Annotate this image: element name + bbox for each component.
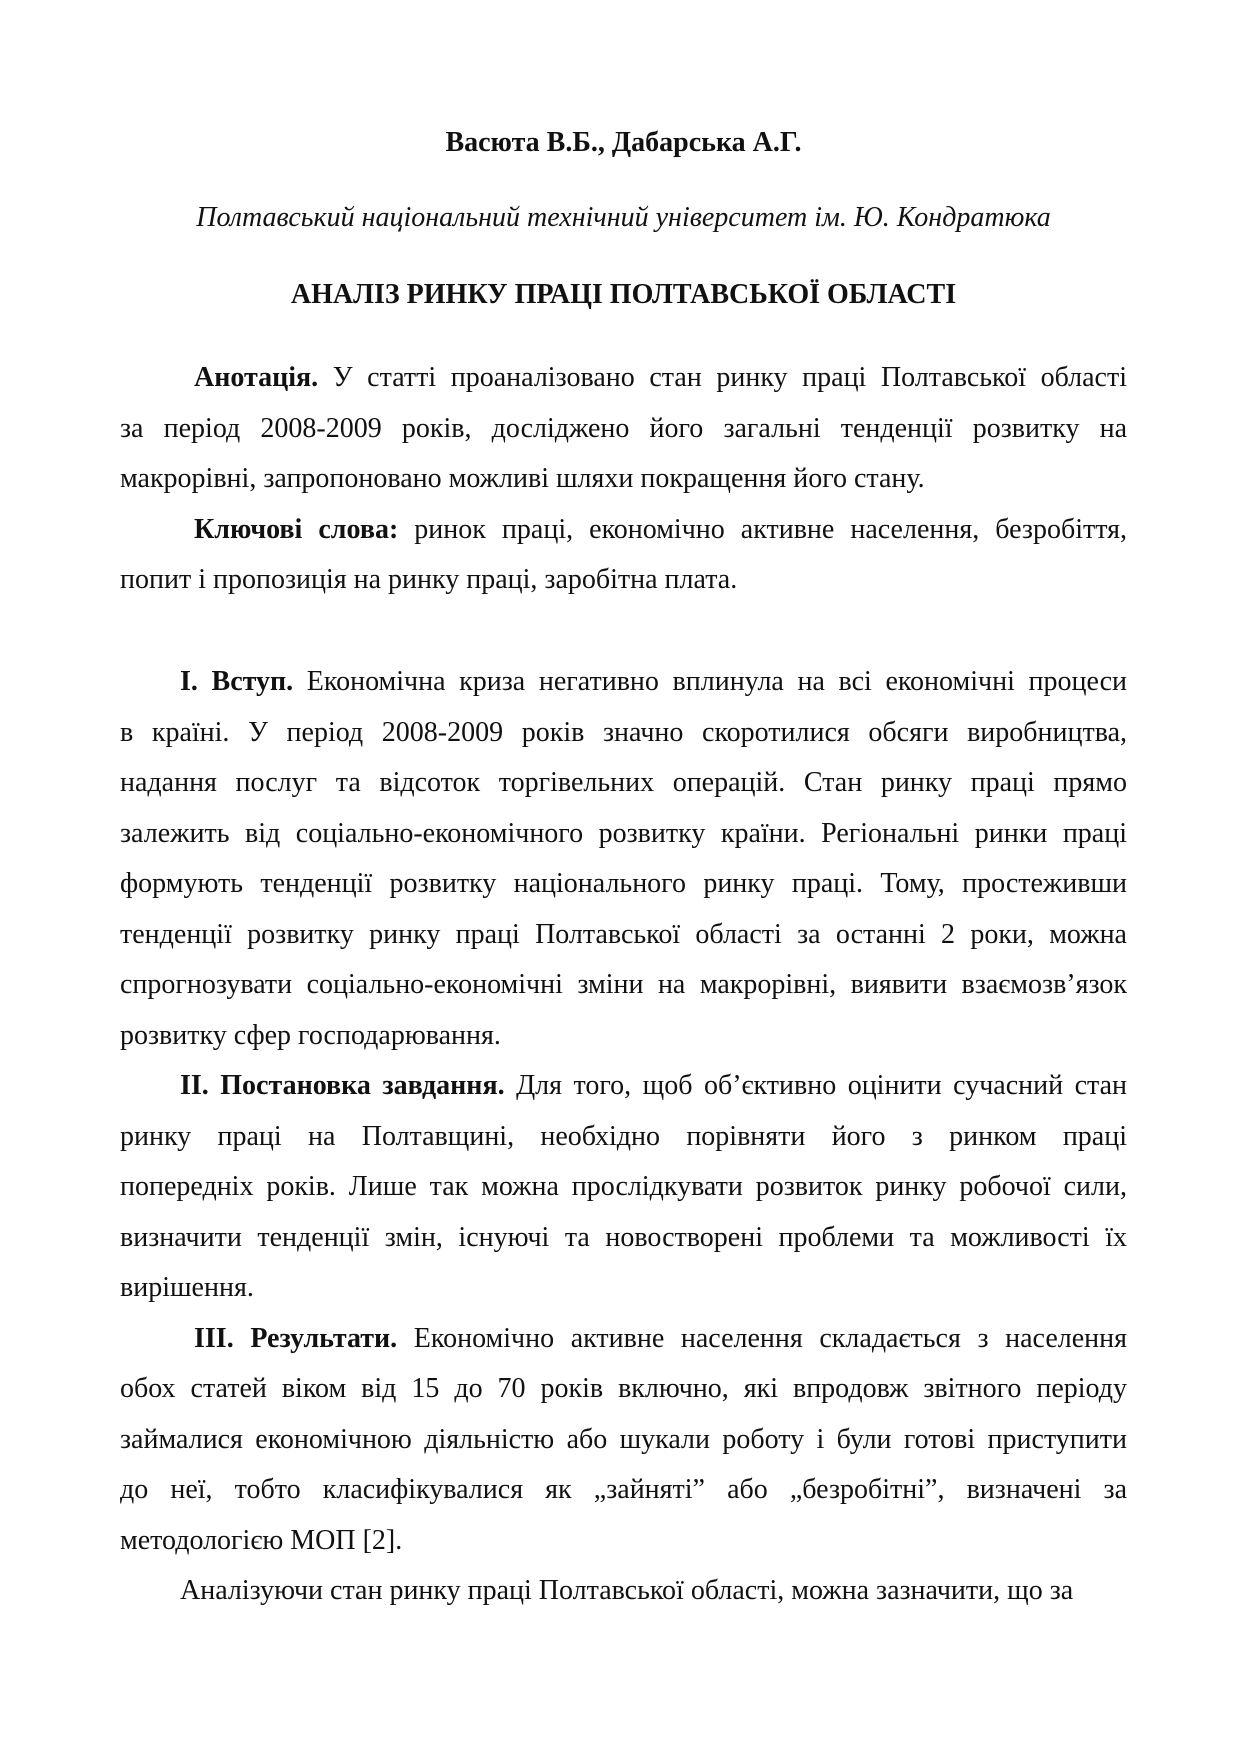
text: вирішення.: [120, 1272, 254, 1303]
text: Економічно активне населення складається з населення: [397, 1322, 1128, 1354]
text: У статті проаналізовано стан ринку праці Полтавської області: [318, 362, 1127, 393]
paragraph-line: [120, 1170, 1127, 1221]
keywords-line: попит і пропозиція на ринку праці, заробітна плата.: [120, 564, 738, 595]
paragraph-line: [120, 1322, 1127, 1373]
paragraph-line: [120, 867, 1127, 918]
text: займалися економічною діяльністю або шукали роботу і були готові приступити: [120, 1423, 1127, 1455]
abstract-line: макрорівні, запропоновано можливі шляхи покращення його стану.: [120, 463, 925, 494]
article-title: АНАЛІЗ РИНКУ ПРАЦІ ПОЛТАВСЬКОЇ ОБЛАСТІ: [290, 279, 957, 310]
paragraph-line: [120, 1019, 1127, 1070]
text: ринок праці, економічно активне населення, безробіття,: [398, 513, 1127, 545]
article-body: [120, 665, 1127, 1625]
abstract-line: [120, 361, 1127, 412]
abstract-line: за період 2008-2009 років, досліджено його загальні тенденції розвитку на: [120, 412, 1127, 444]
paragraph-line: [120, 1221, 1127, 1272]
text: залежить від соціально-економічного розвитку країни. Регіональні ринки праці: [120, 817, 1127, 849]
keywords-label: Ключові слова:: [194, 513, 399, 545]
paragraph-line: [120, 1372, 1127, 1423]
text: методологією МОП [2].: [120, 1524, 403, 1556]
paragraph-line: [120, 1271, 1127, 1322]
paragraph-line: [120, 918, 1127, 969]
paragraph-line: [120, 1120, 1127, 1171]
text: до неї, тобто класифікувалися як „зайняті” або „безробітні”, визначені за: [120, 1474, 1127, 1505]
text: ринку праці на Полтавщині, необхідно порівняти його з ринком праці: [120, 1120, 1127, 1152]
section-heading: ІІІ. Результати.: [194, 1322, 398, 1354]
paragraph-line: [120, 1473, 1127, 1524]
paragraph-line: [120, 817, 1127, 868]
abstract-label: Анотація.: [194, 362, 319, 393]
text: обох статей віком від 15 до 70 років включно, які впродовж звітного періоду: [120, 1373, 1127, 1404]
text: Аналізуючи стан ринку праці Полтавської області, можна зазначити, що за: [180, 1575, 1074, 1606]
text: визначити тенденції змін, існуючі та новостворені проблеми та можливості їх: [120, 1221, 1127, 1253]
paragraph-line: [120, 1574, 1127, 1625]
authors: Васюта В.Б., Дабарська А.Г.: [445, 127, 802, 158]
abstract: [120, 361, 1127, 614]
text: Економічна криза негативно вплинула на всі економічні процеси: [293, 666, 1127, 697]
text: в країні. У період 2008-2009 років значно скоротилися обсяги виробництва,: [120, 716, 1127, 748]
text: тенденції розвитку ринку праці Полтавської області за останні 2 роки, можна: [120, 918, 1127, 950]
text: формують тенденції розвитку національного ринку праці. Тому, простеживши: [120, 868, 1127, 899]
paragraph-line: [120, 968, 1127, 1019]
text: надання послуг та відсоток торгівельних операцій. Стан ринку праці прямо: [120, 767, 1127, 798]
text: Для того, щоб об’єктивно оцінити сучасний стан: [504, 1070, 1127, 1101]
paragraph-line: [120, 716, 1127, 767]
section-heading: І. Вступ.: [180, 666, 294, 697]
text: спрогнозувати соціально-економічні зміни на макрорівні, виявити взаємозв’язок: [120, 969, 1127, 1000]
paragraph-line: [120, 1069, 1127, 1120]
text: попередніх років. Лише так можна прослідкувати розвиток ринку робочої сили,: [120, 1171, 1127, 1202]
text: розвитку сфер господарювання.: [120, 1019, 501, 1051]
keywords-line: [120, 513, 1127, 564]
paragraph-line: [120, 766, 1127, 817]
section-heading: ІІ. Постановка завдання.: [180, 1070, 505, 1101]
paragraph-line: [120, 1524, 1127, 1575]
paragraph-line: [120, 665, 1127, 716]
affiliation: Полтавський національний технічний університет ім. Ю. Кондратюка: [196, 202, 1051, 233]
paragraph-line: [120, 1423, 1127, 1474]
